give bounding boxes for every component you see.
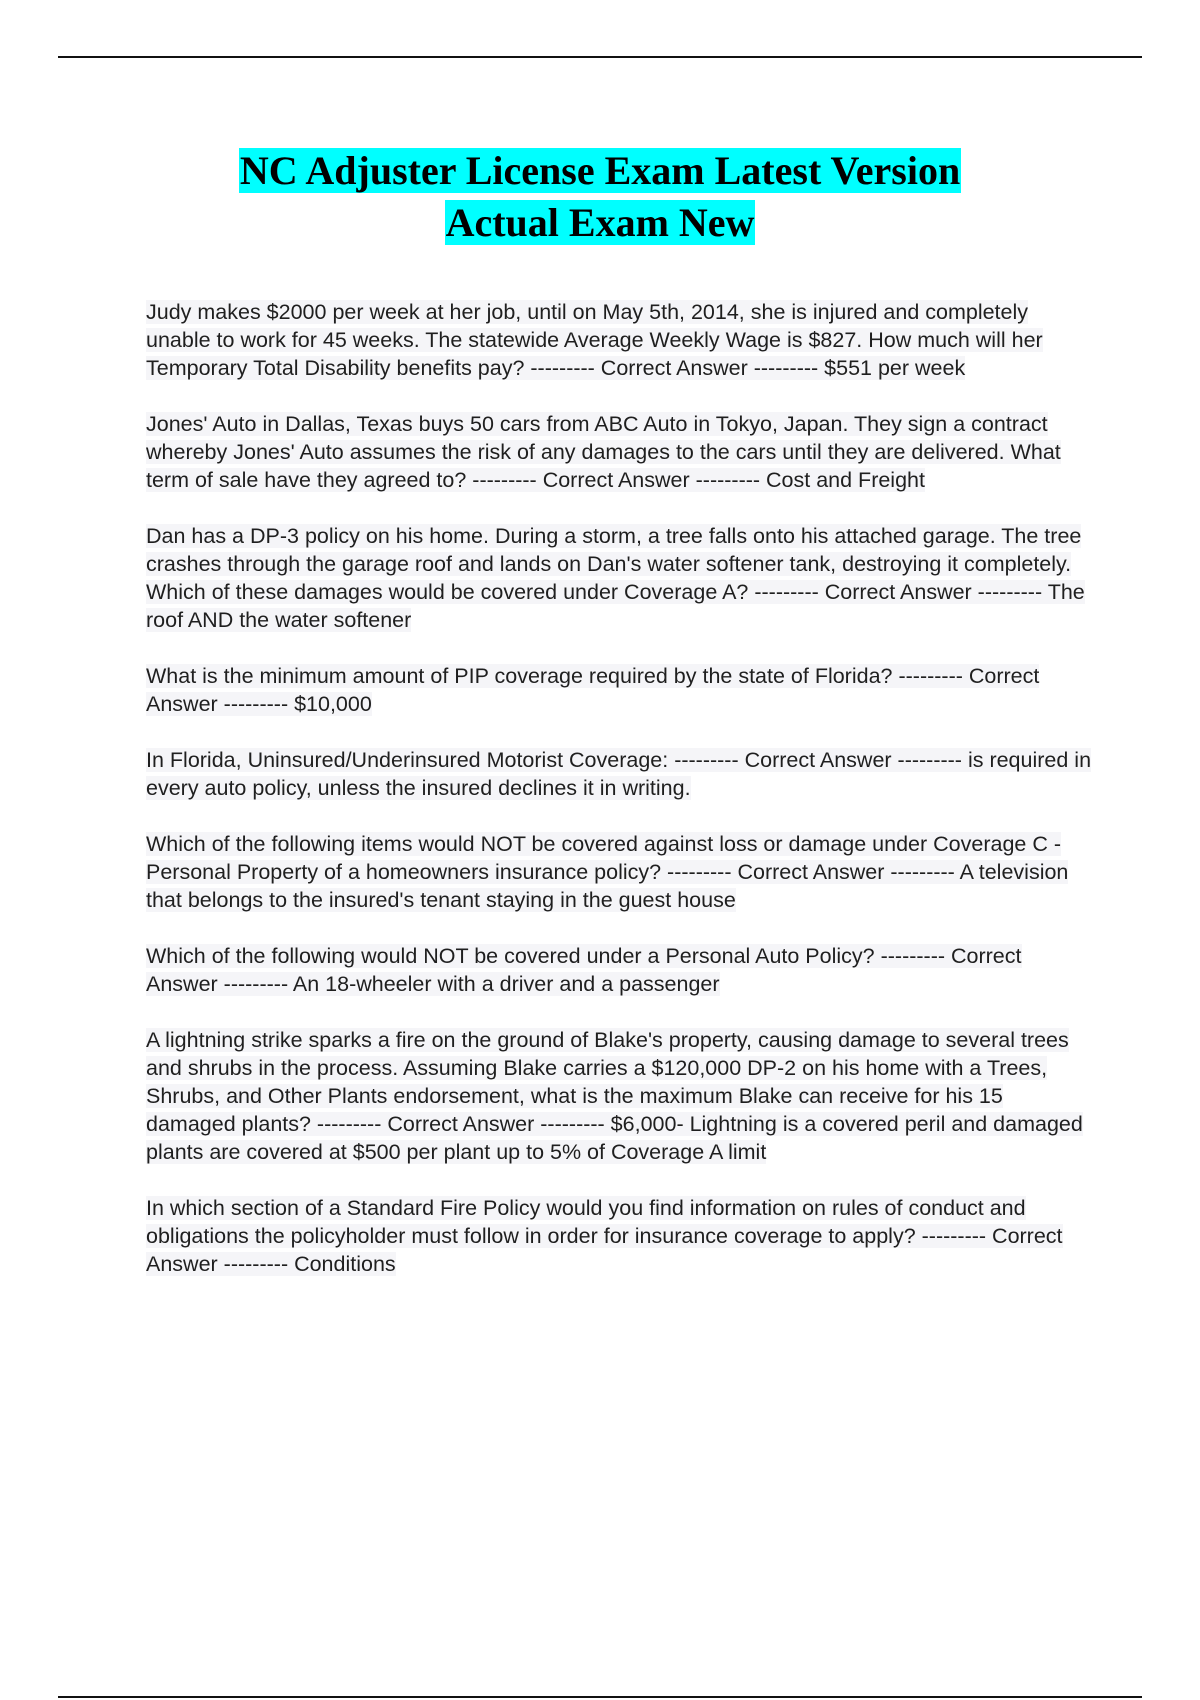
qa-text: In which section of a Standard Fire Policy would you find information on rules of conduct and obligations the policyholder must follow in order for insurance coverage to apply? --------- Correct Answer --------- Conditions	[146, 1196, 1063, 1276]
qa-item-1	[146, 298, 1096, 382]
qa-text: Judy makes $2000 per week at her job, until on May 5th, 2014, she is injured and completely unable to work for 45 weeks. The statewide Average Weekly Wage is $827. How much will her Temporary Total Disability benefits pay? --------- Correct Answer --------- $551 per week	[146, 300, 1043, 380]
qa-item-6	[146, 830, 1096, 914]
title-line-1: NC Adjuster License Exam Latest Version	[239, 148, 961, 193]
qa-item-3	[146, 522, 1096, 634]
qa-item-2	[146, 410, 1096, 494]
qa-text: Dan has a DP-3 policy on his home. During a storm, a tree falls onto his attached garage. The tree crashes through the garage roof and lands on Dan's water softener tank, destroying it completely. Which of these damages would be covered under Coverage A? --------- Correct Answer --------- The roof AND the water softener	[146, 524, 1085, 632]
qa-item-8	[146, 1026, 1096, 1166]
qa-list	[146, 298, 1096, 1306]
qa-text: Jones' Auto in Dallas, Texas buys 50 cars from ABC Auto in Tokyo, Japan. They sign a contract whereby Jones' Auto assumes the risk of any damages to the cars until they are delivered. What term of sale have they agreed to? --------- Correct Answer --------- Cost and Freight	[146, 412, 1061, 492]
qa-text: In Florida, Uninsured/Underinsured Motorist Coverage: --------- Correct Answer --------- is required in every auto policy, unless the insured declines it in writing.	[146, 748, 1092, 800]
qa-text: What is the minimum amount of PIP coverage required by the state of Florida? --------- Correct Answer --------- $10,000	[146, 664, 1040, 716]
qa-item-4	[146, 662, 1096, 718]
qa-text: Which of the following items would NOT be covered against loss or damage under Coverage C - Personal Property of a homeowners insurance policy? --------- Correct Answer --------- A television that belongs to the insured's tenant staying in the guest house	[146, 832, 1069, 912]
bottom-rule	[58, 1696, 1142, 1698]
title-line-2: Actual Exam New	[445, 200, 755, 245]
qa-text: A lightning strike sparks a fire on the ground of Blake's property, causing damage to several trees and shrubs in the process. Assuming Blake carries a $120,000 DP-2 on his home with a Trees, Shrubs, and Other Plants endorsement, what is the maximum Blake can receive for his 15 damaged plants? --------- Correct Answer --------- $6,000- Lightning is a covered peril and damaged plants are covered at $500 per plant up to 5% of Coverage A limit	[146, 1028, 1083, 1164]
top-rule	[58, 56, 1142, 58]
qa-item-9	[146, 1194, 1096, 1278]
qa-item-7	[146, 942, 1096, 998]
qa-item-5	[146, 746, 1096, 802]
qa-text: Which of the following would NOT be covered under a Personal Auto Policy? --------- Correct Answer --------- An 18-wheeler with a driver and a passenger	[146, 944, 1022, 996]
document-title	[0, 145, 1200, 249]
